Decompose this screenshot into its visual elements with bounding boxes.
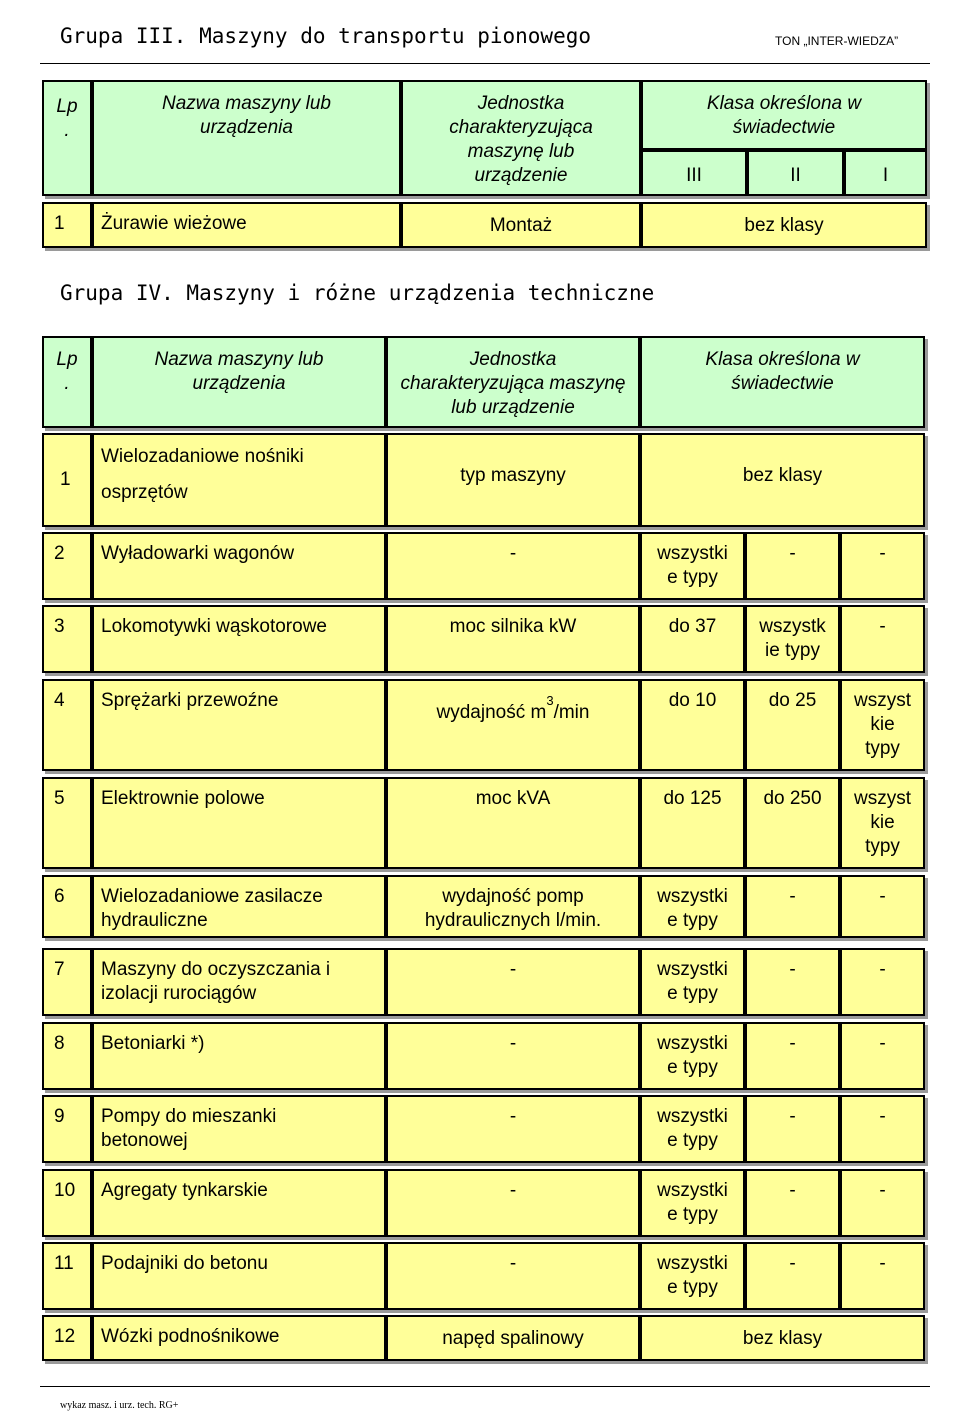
t4-row-lp: 12 (42, 1315, 92, 1361)
t4-head-lp: Lp . (42, 336, 92, 428)
t3-head-unit: Jednostka charakteryzująca maszynę lub urządzenie (401, 80, 641, 196)
t4-row-lp: 7 (42, 948, 92, 1016)
t4-row-name: Podajniki do betonu (92, 1242, 386, 1310)
t4-row-lp: 11 (42, 1242, 92, 1310)
t4-row-unit: napęd spalinowy (386, 1315, 640, 1361)
t4-row-name: Wielozadaniowe zasilacze hydrauliczne (92, 875, 386, 938)
t4-row-class: bez klasy (640, 1315, 925, 1361)
t4-row-name: Sprężarki przewoźne (92, 679, 386, 771)
unit-superscript: 3 (546, 693, 554, 708)
t4-row-name (92, 433, 386, 527)
t4-row-lp: 8 (42, 1022, 92, 1090)
t4-row-c1: - (840, 532, 925, 600)
t4-row-name: Wyładowarki wagonów (92, 532, 386, 600)
t4-row-c1: - (840, 1169, 925, 1237)
t4-row-c3: wszystki e typy (640, 1242, 745, 1310)
t4-row-name: Betoniarki *) (92, 1022, 386, 1090)
t4-row-unit: - (386, 532, 640, 600)
t4-row-unit: moc silnika kW (386, 605, 640, 673)
t4-row-c2: - (745, 1242, 840, 1310)
t4-row-unit: - (386, 948, 640, 1016)
t3-row1-name: Żurawie wieżowe (92, 202, 401, 248)
t4-row-unit: - (386, 1169, 640, 1237)
t4-row-c3: wszystki e typy (640, 875, 745, 938)
t3-head-lp: Lp . (42, 80, 92, 196)
t4-row-c2: - (745, 948, 840, 1016)
t4-row-c2: - (745, 1022, 840, 1090)
t4-row-lp: 6 (42, 875, 92, 938)
t4-row-lp: 9 (42, 1095, 92, 1163)
t4-row-c3: wszystki e typy (640, 1022, 745, 1090)
header-rule (40, 63, 930, 64)
brand-label: TON „INTER-WIEDZA” (775, 34, 899, 48)
footer-text: wykaz masz. i urz. tech. RG+ (60, 1400, 179, 1411)
t4-row-lp: 5 (42, 777, 92, 869)
t4-row-c2: - (745, 532, 840, 600)
t3-head-class-ii: II (747, 150, 844, 196)
t4-row1-name-line1: Wielozadaniowe nośniki (101, 446, 304, 467)
t4-row-name: Elektrownie polowe (92, 777, 386, 869)
t4-row-unit: - (386, 1242, 640, 1310)
t4-row-class: bez klasy (640, 433, 925, 527)
footer-rule (40, 1386, 930, 1387)
t4-row-unit (386, 679, 640, 771)
t4-head-class: Klasa określona w świadectwie (640, 336, 925, 428)
t4-row-c1: - (840, 875, 925, 938)
t3-head-class-i: I (844, 150, 927, 196)
t4-row-lp: 2 (42, 532, 92, 600)
t4-row1-name-line2: osprzętów (101, 482, 188, 503)
t4-row-c3: wszystki e typy (640, 1095, 745, 1163)
t3-head-class: Klasa określona w świadectwie (641, 80, 927, 150)
t4-row-c1: - (840, 1022, 925, 1090)
unit-suffix: /min (553, 702, 590, 723)
t4-row-unit: moc kVA (386, 777, 640, 869)
t4-row-c1: - (840, 1095, 925, 1163)
t3-row1-lp: 1 (42, 202, 92, 248)
unit-text: wydajność m (436, 702, 547, 723)
t4-row-c3: do 10 (640, 679, 745, 771)
t3-head-class-iii: III (641, 150, 747, 196)
t4-row-c2: - (745, 875, 840, 938)
t4-row-c1: wszyst kie typy (840, 679, 925, 771)
t4-row-c3: wszystki e typy (640, 948, 745, 1016)
t4-row-lp: 4 (42, 679, 92, 771)
t4-row-c3: do 125 (640, 777, 745, 869)
t4-head-name: Nazwa maszyny lub urządzenia (92, 336, 386, 428)
t4-row-c1: - (840, 605, 925, 673)
t4-row-c2: wszystk ie typy (745, 605, 840, 673)
t4-row-name: Pompy do mieszanki betonowej (92, 1095, 386, 1163)
t4-row-c1: - (840, 948, 925, 1016)
t4-row-c3: wszystki e typy (640, 1169, 745, 1237)
t4-row-unit: - (386, 1022, 640, 1090)
t3-row1-unit: Montaż (401, 202, 641, 248)
t4-row-name: Wózki podnośnikowe (92, 1315, 386, 1361)
t4-row-c2: - (745, 1095, 840, 1163)
t4-row-c2: do 250 (745, 777, 840, 869)
t4-row-unit: wydajność pomp hydraulicznych l/min. (386, 875, 640, 938)
t3-row1-class: bez klasy (641, 202, 927, 248)
t4-row-name: Agregaty tynkarskie (92, 1169, 386, 1237)
t4-row-c2: - (745, 1169, 840, 1237)
t3-head-name: Nazwa maszyny lub urządzenia (92, 80, 401, 196)
t4-row-c3: do 37 (640, 605, 745, 673)
t4-row-lp: 1 (42, 433, 92, 527)
t4-row-c2: do 25 (745, 679, 840, 771)
t4-row-lp: 10 (42, 1169, 92, 1237)
t4-row-c3: wszystki e typy (640, 532, 745, 600)
t4-row-name: Maszyny do oczyszczania i izolacji rurociągów (92, 948, 386, 1016)
group4-title: Grupa IV. Maszyny i różne urządzenia techniczne (60, 281, 655, 305)
t4-head-unit: Jednostka charakteryzująca maszynę lub urządzenie (386, 336, 640, 428)
t4-row-lp: 3 (42, 605, 92, 673)
t4-row-name: Lokomotywki wąskotorowe (92, 605, 386, 673)
t4-row-c1: - (840, 1242, 925, 1310)
t4-row-unit: typ maszyny (386, 433, 640, 527)
t4-row-unit: - (386, 1095, 640, 1163)
t4-row-c1: wszyst kie typy (840, 777, 925, 869)
group3-title: Grupa III. Maszyny do transportu pionowego (60, 24, 592, 48)
